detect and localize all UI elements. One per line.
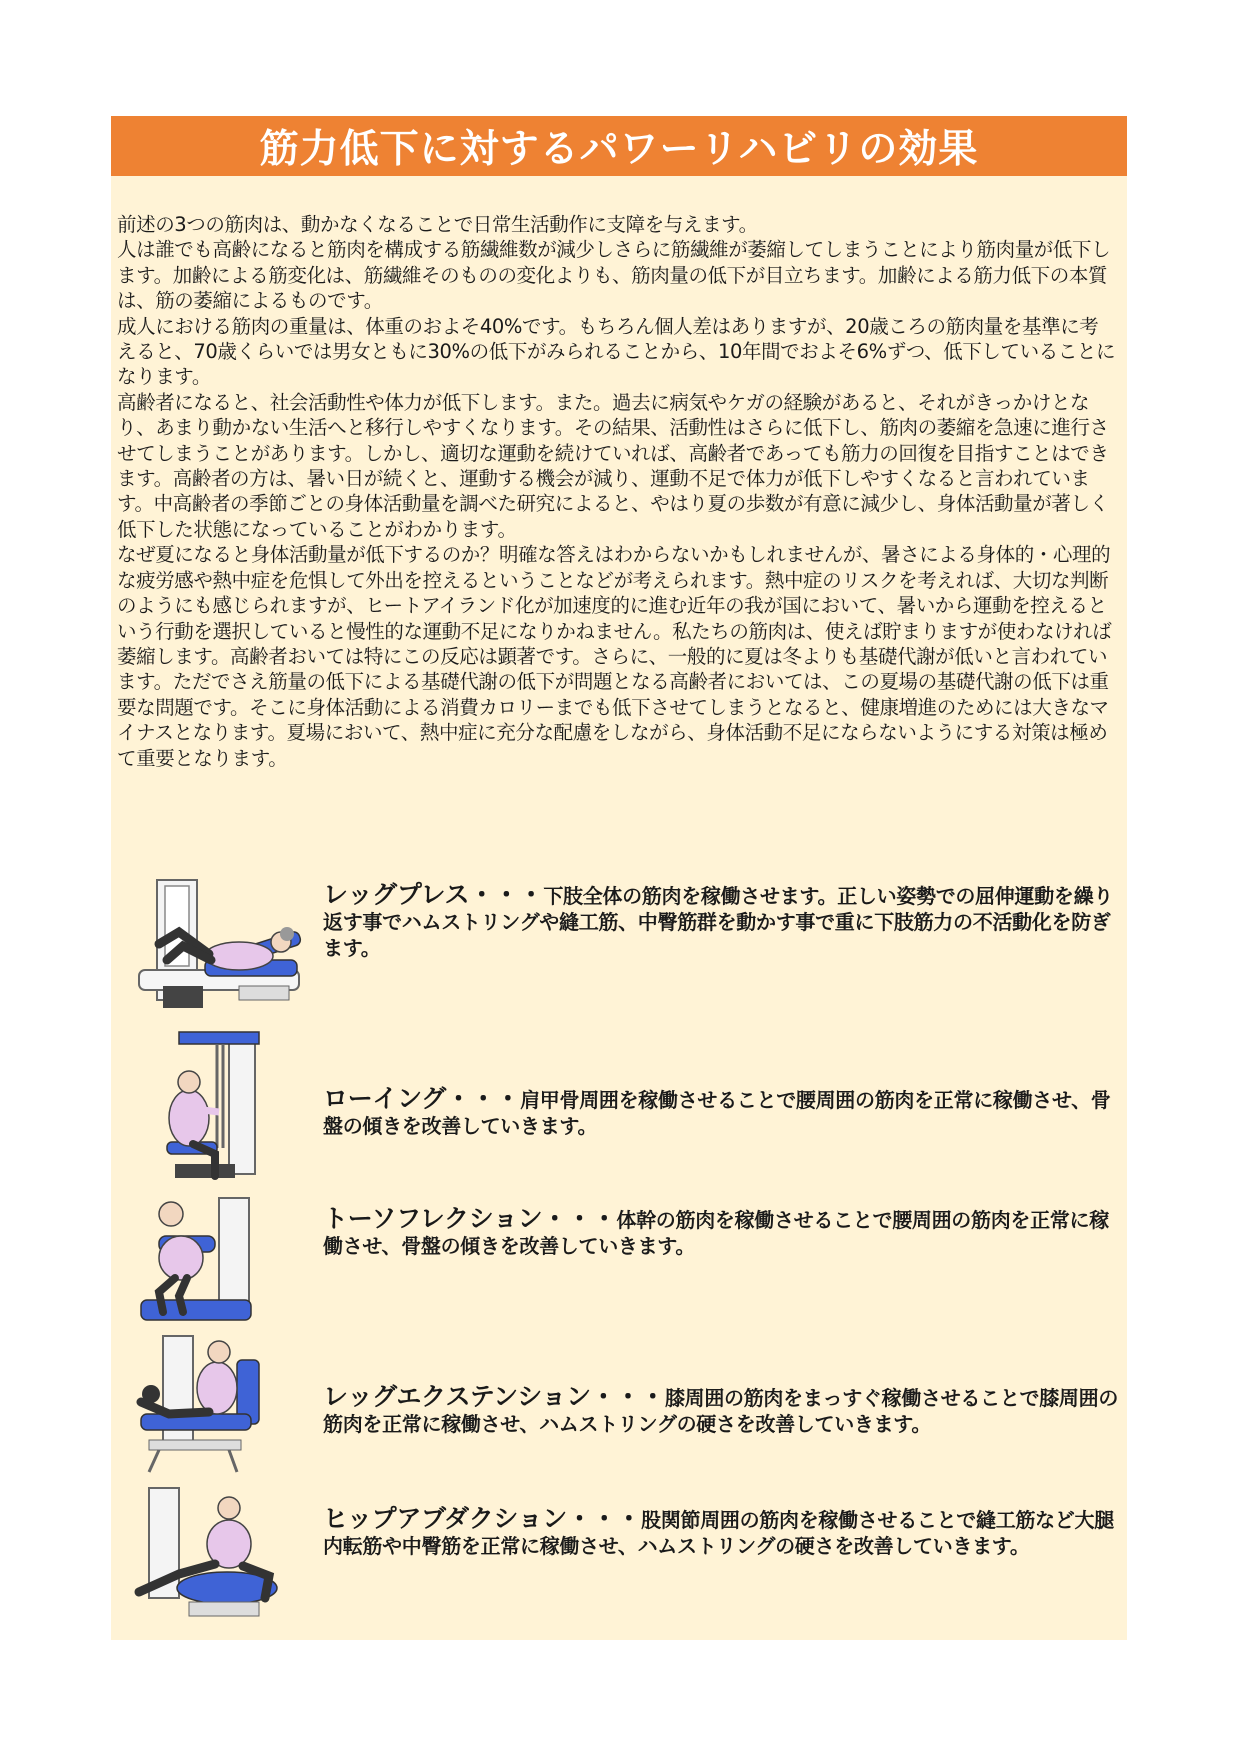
intro-paragraph: 成人における筋肉の重量は、体重のおよそ40%です。もちろん個人差はありますが、20歳ころの筋肉量を基準に考えると、70歳くらいでは男女ともに30%の低下がみられることから、10年間でおよそ6%ずつ、低下していることになります。 — [117, 314, 1116, 389]
exercise-name: ローイング・・・ — [323, 1084, 521, 1113]
exercise-torso-flexion — [111, 1188, 1127, 1328]
leg-press-machine-icon — [119, 860, 319, 1030]
torso-flexion-machine-icon — [119, 1188, 319, 1328]
intro-paragraph: なぜ夏になると身体活動量が低下するのか？明確な答えはわからないかもしれませんが、暑さによる身体的・心理的な疲労感や熱中症を危惧して外出を控えるということなどが考えられます。熱中症のリスクを考えれば、大切な判断のようにも感じられますが、ヒートアイランド化が加速度的に進む近年の我が国において、暑いから運動を控えるという行動を選択していると慢性的な運動不足になりかねません。私たちの筋肉は、使えば貯まりますが使わなければ萎縮します。高齢者おいては特にこの反応は顕著です。さらに、一般的に夏は冬よりも基礎代謝が低いと言われています。ただでさえ筋量の低下による基礎代謝の低下が問題となる高齢者においては、この夏場の基礎代謝の低下は重要な問題です。そこに身体活動による消費カロリーまでも低下させてしまうとなると、健康増進のためには大きなマイナスとなります。夏場において、熱中症に充分な配慮をしながら、身体活動不足にならないようにする対策は極めて重要となります。 — [117, 543, 1112, 770]
exercise-description — [323, 1206, 1123, 1259]
hip-abduction-machine-icon — [119, 1482, 319, 1632]
exercise-description — [323, 1086, 1123, 1139]
exercise-text: 股関節周囲の筋肉を稼働させることで縫工筋など大腿内転筋や中臀筋を正常に稼働させ、ハムストリングの硬さを改善していきます。 — [323, 1508, 1114, 1558]
exercise-text: 下肢全体の筋肉を稼働させます。正しい姿勢での屈伸運動を繰り返す事でハムストリングや縫工筋、中臀筋群を動かす事で重に下肢筋力の不活動化を防ぎます。 — [323, 884, 1114, 960]
flyer-sheet — [111, 116, 1127, 1640]
exercise-name: レッグエクステンション・・・ — [323, 1382, 665, 1411]
intro-text — [117, 212, 1117, 771]
exercise-description — [323, 1384, 1123, 1437]
exercise-name: レッグプレス・・・ — [323, 880, 544, 909]
exercise-text: 体幹の筋肉を稼働させることで腰周囲の筋肉を正常に稼働させ、骨盤の傾きを改善していきます。 — [323, 1208, 1109, 1258]
exercise-name: トーソフレクション・・・ — [323, 1204, 617, 1233]
exercise-description — [323, 882, 1123, 961]
exercise-leg-press — [111, 860, 1127, 1030]
exercise-description — [323, 1506, 1123, 1559]
intro-paragraph: 前述の3つの筋肉は、動かなくなることで日常生活動作に支障を与えます。 — [117, 213, 758, 236]
exercise-rowing — [111, 1028, 1127, 1188]
page-title: 筋力低下に対するパワーリハビリの効果 — [259, 127, 979, 172]
exercise-text: 膝周囲の筋肉をまっすぐ稼働させることで膝周囲の筋肉を正常に稼働させ、ハムストリングの硬さを改善していきます。 — [323, 1386, 1119, 1436]
exercise-leg-extension — [111, 1332, 1127, 1482]
title-banner — [111, 116, 1127, 176]
intro-paragraph: 人は誰でも高齢になると筋肉を構成する筋繊維数が減少しさらに筋繊維が萎縮してしまうことにより筋肉量が低下します。加齢による筋変化は、筋繊維そのものの変化よりも、筋肉量の低下が目立ちます。加齢による筋力低下の本質は、筋の萎縮によるものです。 — [117, 238, 1111, 313]
rowing-machine-icon — [119, 1028, 319, 1188]
intro-paragraph: 高齢者になると、社会活動性や体力が低下します。また。過去に病気やケガの経験があると、それがきっかけとなり、あまり動かない生活へと移行しやすくなります。その結果、活動性はさらに低下し、筋肉の萎縮を急速に進行させてしまうことがあります。しかし、適切な運動を続けていれば、高齢者であっても筋力の回復を目指すことはできます。高齢者の方は、暑い日が続くと、運動する機会が減り、運動不足で体力が低下しやすくなると言われています。中高齢者の季節ごとの身体活動量を調べた研究によると、やはり夏の歩数が有意に減少し、身体活動量が著しく低下した状態になっていることがわかります。 — [117, 390, 1109, 541]
exercise-hip-abduction — [111, 1482, 1127, 1632]
exercise-name: ヒップアブダクション・・・ — [323, 1504, 642, 1533]
exercise-text: 肩甲骨周囲を稼働させることで腰周囲の筋肉を正常に稼働させ、骨盤の傾きを改善していきます。 — [323, 1088, 1111, 1138]
leg-extension-machine-icon — [119, 1332, 319, 1482]
